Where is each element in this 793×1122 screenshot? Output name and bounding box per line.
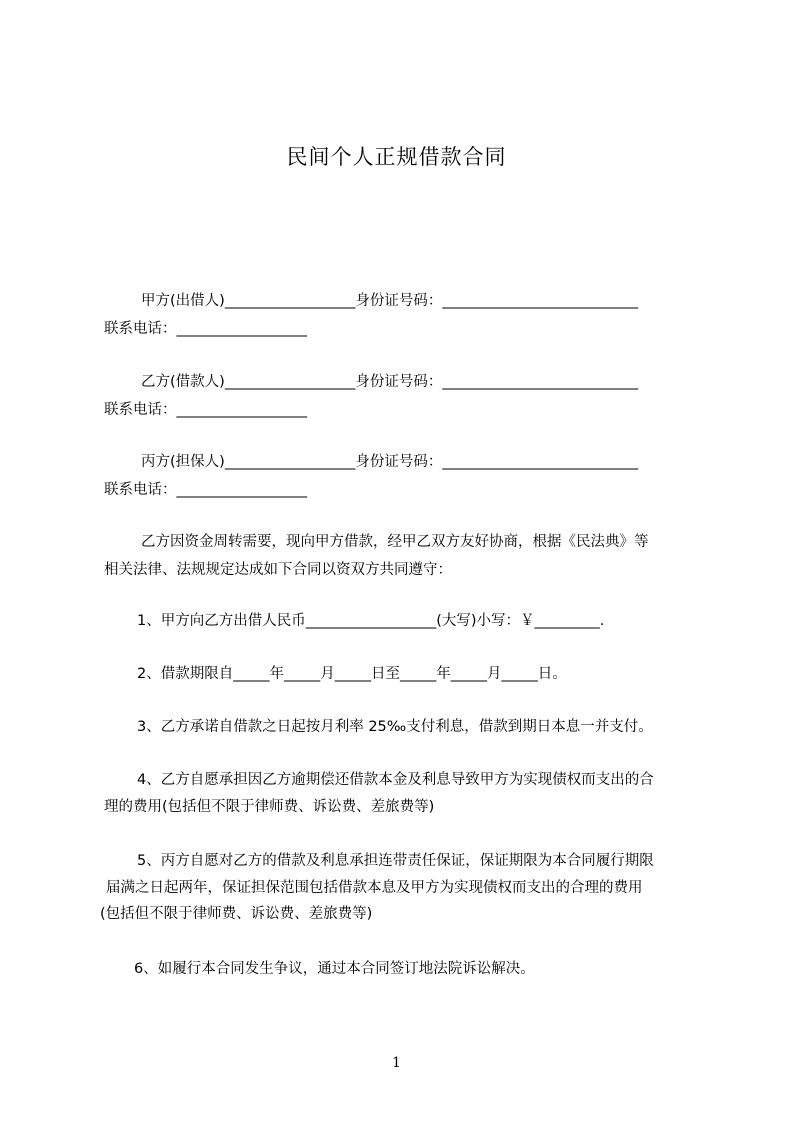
document-title: 民间个人正规借款合同: [286, 145, 507, 169]
page-number: 1: [392, 1055, 401, 1071]
party-c-line: 丙方(担保人)__________________身份证号码：___________________________: [141, 454, 639, 470]
preamble-line-2: 相关法律、法规规定达成如下合同以资双方共同遵守：: [104, 562, 452, 578]
clause-5-line-2: 届满之日起两年，保证担保范围包括借款本息及甲方为实现债权而支出的合理的费用: [106, 880, 643, 896]
party-c-phone: 联系电话：__________________: [104, 482, 307, 498]
clause-4-line-1: 4、乙方自愿承担因乙方逾期偿还借款本金及利息导致甲方为实现债权而支出的合: [137, 772, 654, 788]
clause-1: 1、甲方向乙方出借人民币__________________(大写)小写：￥_________.: [137, 613, 605, 629]
clause-2: 2、借款期限自_____年_____月_____日至_____年_____月_____日。: [137, 666, 567, 682]
party-a-phone: 联系电话：__________________: [104, 321, 307, 337]
clause-3: 3、乙方承诺自借款之日起按月利率 25‰支付利息，借款到期日本息一并支付。: [137, 719, 653, 735]
clause-6: 6、如履行本合同发生争议，通过本合同签订地法院诉讼解决。: [134, 961, 535, 977]
party-b-line: 乙方(借款人)__________________身份证号码：___________________________: [141, 374, 639, 390]
clause-5-line-3: (包括但不限于律师费、诉讼费、差旅费等): [100, 906, 373, 922]
clause-5-line-1: 5、丙方自愿对乙方的借款及利息承担连带责任保证，保证期限为本合同履行期限: [137, 853, 654, 869]
party-b-phone: 联系电话：__________________: [104, 402, 307, 418]
party-a-line: 甲方(出借人)__________________身份证号码：___________________________: [141, 293, 639, 309]
preamble-line-1: 乙方因资金周转需要，现向甲方借款，经甲乙双方友好协商，根据《民法典》等: [141, 534, 649, 550]
clause-4-line-2: 理的费用(包括但不限于律师费、诉讼费、差旅费等): [104, 799, 435, 815]
